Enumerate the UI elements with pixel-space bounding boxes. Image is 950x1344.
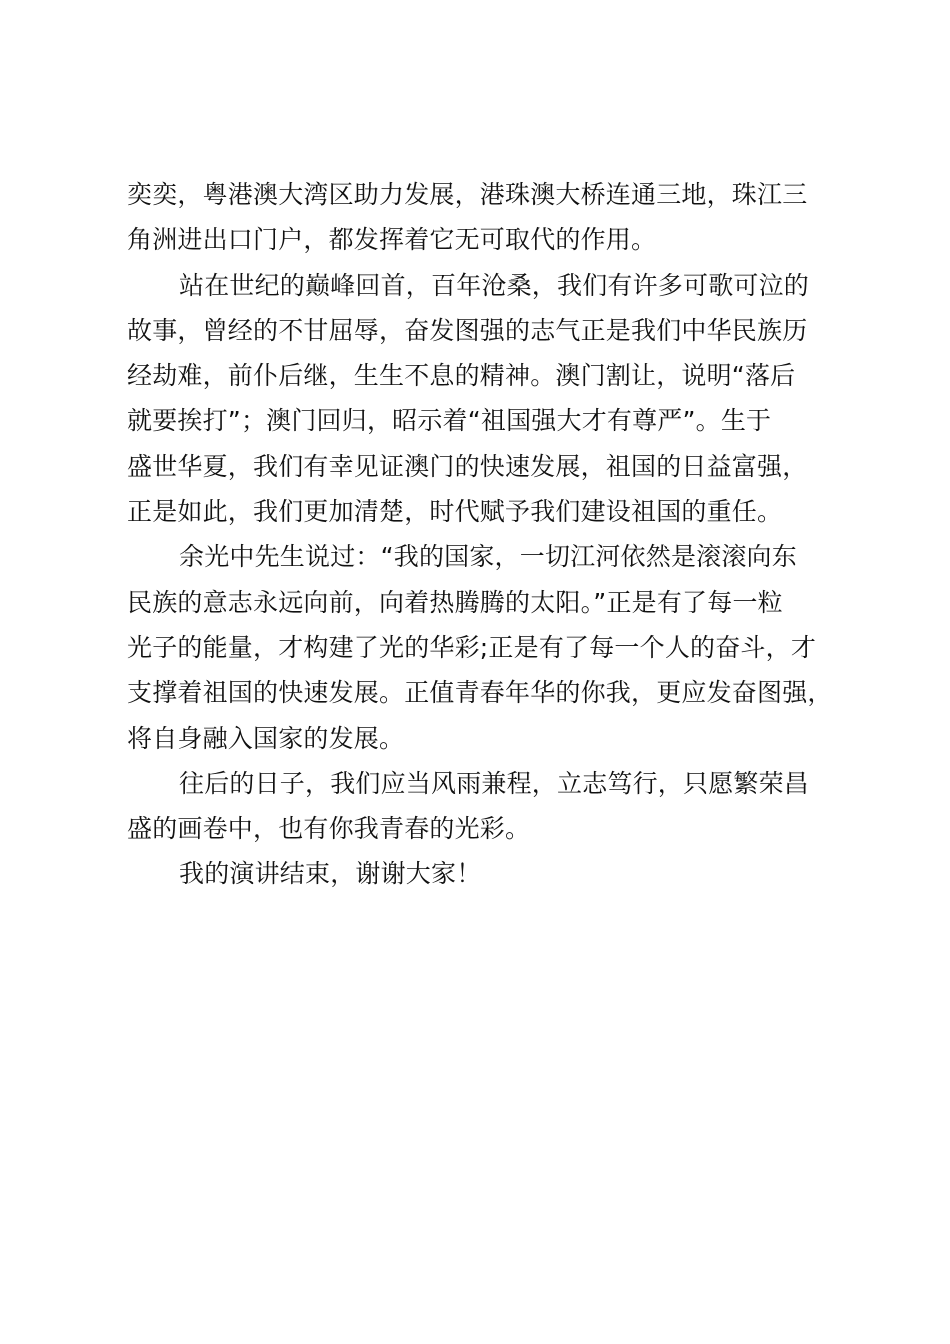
text-line: 角洲进出口门户，都发挥着它无可取代的作用。	[127, 225, 657, 255]
text-line: 盛的画卷中，也有你我青春的光彩。	[127, 814, 531, 844]
text-line: 故事，曾经的不甘屈辱，奋发图强的志气正是我们中华民族历	[127, 315, 808, 345]
paragraph-start-line: 站在世纪的巅峰回首，百年沧桑，我们有许多可歌可泣的	[179, 270, 810, 300]
text-line: 奕奕，粤港澳大湾区助力发展，港珠澳大桥连通三地，珠江三	[127, 180, 808, 209]
text-line: 民族的意志永远向前，向着热腾腾的太阳。”正是有了每一粒	[127, 587, 783, 617]
paragraph-start-line: 余光中先生说过：“我的国家，一切江河依然是滚滚向东	[179, 542, 797, 572]
text-line: 正是如此，我们更加清楚，时代赋予我们建设祖国的重任。	[127, 497, 783, 527]
text-line: 经劫难，前仆后继，生生不息的精神。澳门割让，说明“落后	[127, 361, 796, 391]
text-line: 就要挨打”；澳门回归，昭示着“祖国强大才有尊严”。生于	[127, 406, 772, 436]
speech-text	[127, 172, 887, 897]
text-line: 光子的能量，才构建了光的华彩;正是有了每一个人的奋斗，才	[127, 632, 817, 662]
text-line: 支撑着祖国的快速发展。正值青春年华的你我，更应发奋图强，	[127, 678, 833, 708]
text-line: 盛世华夏，我们有幸见证澳门的快速发展，祖国的日益富强，	[127, 451, 808, 481]
text-line: 将自身融入国家的发展。	[127, 723, 405, 753]
paragraph-start-line: 往后的日子，我们应当风雨兼程，立志笃行，只愿繁荣昌	[179, 768, 810, 798]
closing-line: 我的演讲结束，谢谢大家！	[179, 859, 482, 889]
